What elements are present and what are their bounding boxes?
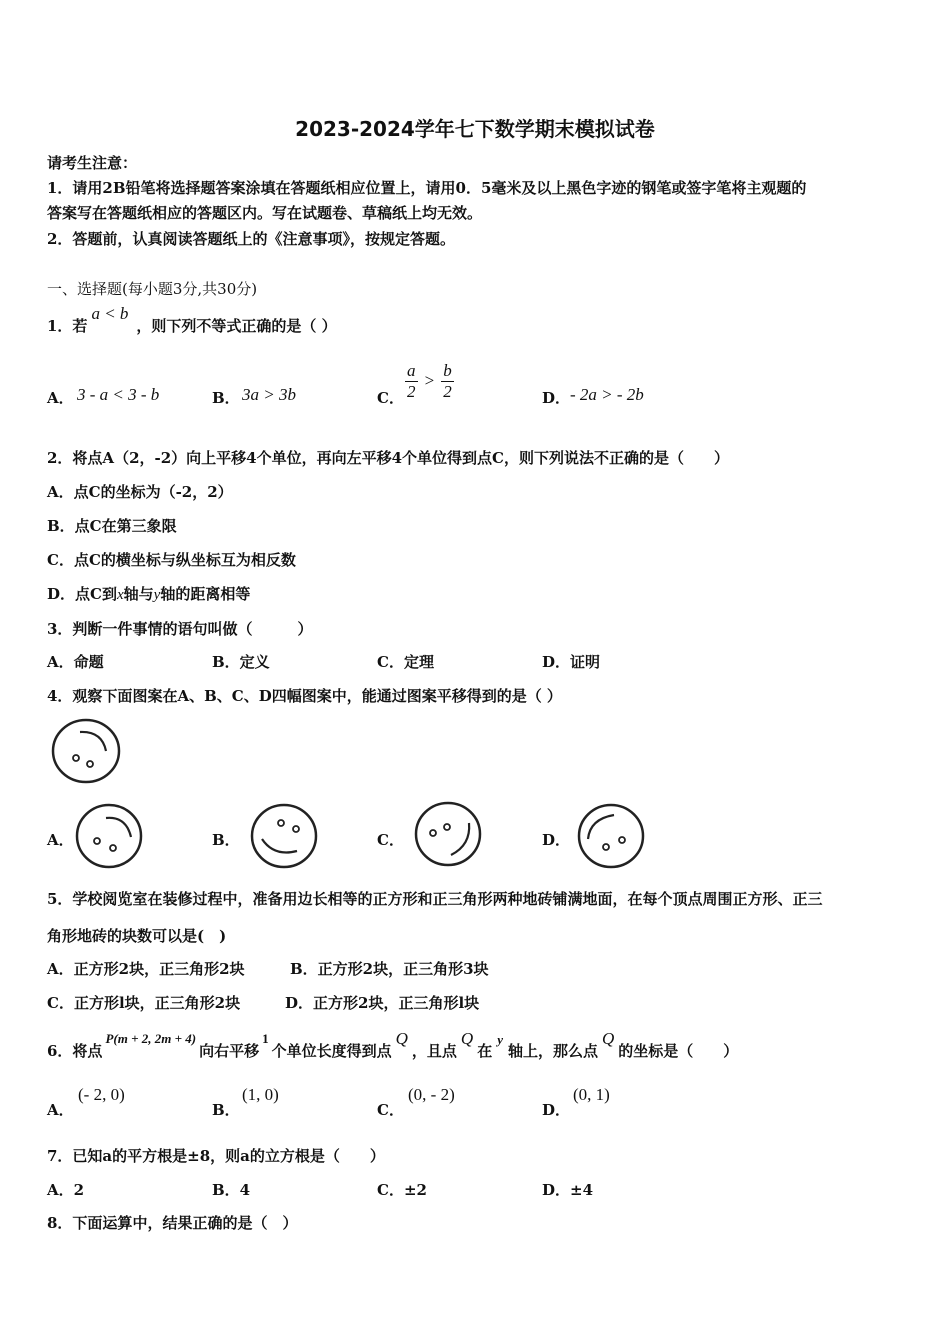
- q5-option-c: C．正方形l块，正三角形2块: [47, 994, 241, 1012]
- q1-option-d: - 2a > - 2b: [570, 385, 644, 404]
- q5-option-b: B．正方形2块，正三角形3块: [290, 960, 489, 978]
- q2-option-b: B．点C在第三象限: [47, 517, 177, 535]
- q1-condition: a < b: [91, 304, 129, 323]
- q6-one: 1: [262, 1031, 269, 1046]
- q5-stem-line-1: 5．学校阅览室在装修过程中，准备用边长相等的正方形和正三角形两种地砖铺满地面，在每个顶点周围正方形、正三: [47, 890, 823, 908]
- q7-option-b: B．4: [212, 1181, 251, 1199]
- q7-option-d: D．±4: [542, 1181, 594, 1199]
- q2-option-a: A．点C的坐标为（-2，2）: [47, 483, 233, 501]
- q7-option-c: C．±2: [377, 1181, 427, 1199]
- q1-c-operator: >: [424, 371, 435, 390]
- q1-post: ，则下列不等式正确的是（ ）: [136, 317, 337, 335]
- q4-option-d-label: D．: [542, 831, 571, 849]
- q1-stem: [47, 304, 337, 336]
- q6-option-d: (0, 1): [573, 1085, 610, 1104]
- q6-q-2: Q: [460, 1029, 474, 1048]
- q5-option-d: D．正方形2块，正三角形l块: [285, 994, 480, 1012]
- q6-q-1: Q: [395, 1029, 408, 1048]
- q4-option-b-label: B．: [212, 831, 240, 849]
- q6-option-c: (0, - 2): [408, 1085, 455, 1104]
- q4-option-d-figure[interactable]: [576, 801, 646, 871]
- q6-option-b: (1, 0): [242, 1085, 279, 1104]
- q1-option-b-label: B．: [212, 389, 240, 407]
- q3-option-a: A．命题: [47, 653, 104, 671]
- q1-option-c-label: C．: [377, 389, 404, 407]
- notice-line-1a: 1．请用2B铅笔将选择题答案涂填在答题纸相应位置上，请用0．5毫米及以上黑色字迹的钢笔或签字笔将主观题的: [47, 179, 807, 197]
- q6-option-c-label: C．: [377, 1101, 404, 1119]
- page-title: 2023-2024学年七下数学期末模拟试卷: [295, 117, 655, 141]
- q6-point-p: P(m + 2, 2m + 4): [105, 1031, 197, 1046]
- notice-line-1b: 答案写在答题纸相应的答题区内。写在试题卷、草稿纸上均无效。: [47, 204, 483, 222]
- q1-option-b: 3a > 3b: [242, 385, 296, 404]
- q4-option-a-figure[interactable]: [74, 801, 144, 871]
- q2-stem: 2．将点A（2，-2）向上平移4个单位，再向左平移4个单位得到点C，则下列说法不正确的是（ ）: [47, 449, 729, 467]
- notice-heading: 请考生注意：: [47, 154, 138, 172]
- q6-stem: [47, 1029, 739, 1061]
- q6-mid-1: 向右平移: [199, 1042, 260, 1060]
- q2-option-c: C．点C的横坐标与纵坐标互为相反数: [47, 551, 296, 569]
- q1-option-a-label: A．: [47, 389, 74, 407]
- q3-stem: 3．判断一件事情的语句叫做（ ）: [47, 620, 313, 638]
- q4-option-c-figure[interactable]: [413, 799, 483, 869]
- section-heading: 一、选择题(每小题3分,共30分): [47, 280, 258, 298]
- q6-post: 的坐标是（ ）: [618, 1042, 739, 1060]
- q4-option-b-figure[interactable]: [249, 801, 319, 871]
- q3-option-b: B．定义: [212, 653, 270, 671]
- q1-c-fraction-a: $\frac{a}{2}$: [407, 361, 416, 401]
- q4-option-a-label: A．: [47, 831, 74, 849]
- q4-option-c-label: C．: [377, 831, 404, 849]
- q1-pre: 1．若: [47, 317, 88, 335]
- q5-option-a: A．正方形2块，正三角形2块: [47, 960, 245, 978]
- q6-mid-3: ，且点: [411, 1042, 457, 1060]
- q1-c-fraction-b: $\frac{b}{2}$: [443, 361, 452, 401]
- q6-option-b-label: B．: [212, 1101, 240, 1119]
- q7-stem: 7．已知a的平方根是±8，则a的立方根是（ ）: [47, 1147, 385, 1165]
- q7-option-a: A．2: [47, 1181, 85, 1199]
- q6-option-a-label: A．: [47, 1101, 74, 1119]
- q1-option-d-label: D．: [542, 389, 571, 407]
- q3-option-c: C．定理: [377, 653, 434, 671]
- q6-mid-4: 在: [477, 1042, 493, 1060]
- q5-stem-line-2: 角形地砖的块数可以是( ): [47, 927, 227, 945]
- q4-original-figure: [50, 717, 122, 785]
- q4-stem: 4．观察下面图案在A、B、C、D四幅图案中，能通过图案平移得到的是（ ）: [47, 687, 562, 705]
- q6-mid-2: 个单位长度得到点: [271, 1042, 392, 1060]
- q6-y: y: [497, 1032, 503, 1047]
- q2-option-d: D．点C到x轴与y轴的距离相等: [47, 585, 251, 603]
- q6-mid-5: 轴上，那么点: [507, 1042, 598, 1060]
- q1-option-c: [405, 361, 454, 402]
- q6-pre: 6．将点: [47, 1042, 103, 1060]
- q1-option-a: 3 - a < 3 - b: [77, 385, 160, 404]
- q6-option-d-label: D．: [542, 1101, 571, 1119]
- q8-stem: 8．下面运算中，结果正确的是（ ）: [47, 1214, 298, 1232]
- notice-line-2: 2．答题前，认真阅读答题纸上的《注意事项》，按规定答题。: [47, 230, 455, 248]
- q6-q-3: Q: [602, 1029, 615, 1048]
- q6-option-a: (- 2, 0): [78, 1085, 125, 1104]
- q3-option-d: D．证明: [542, 653, 601, 671]
